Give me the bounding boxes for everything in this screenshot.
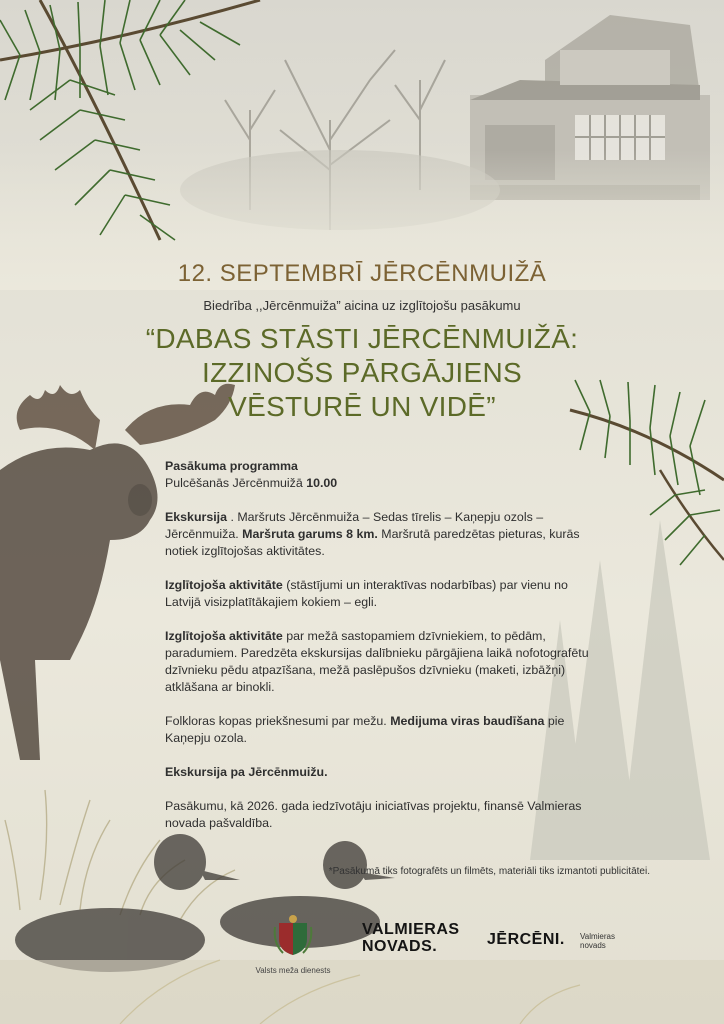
valmieras-line-1: VALMIERAS <box>362 921 460 938</box>
activity-spruce-paragraph <box>165 577 605 611</box>
folklore-text: Folkloras kopas priekšnesumi par mežu. <box>165 714 391 728</box>
excursion-rest: Maršrutā paredzētas pieturas, kurās notiek izglītojošas aktivitātes. <box>165 527 580 558</box>
gathering-text: Pulcēšanās Jērcēnmuižā <box>165 476 307 490</box>
valmieras-novads-logo <box>362 921 460 955</box>
activity-1-label: Izglītojoša aktivitāte <box>165 578 283 592</box>
jerceni-subtitle <box>580 932 615 950</box>
coat-of-arms-icon <box>271 913 315 957</box>
title-line-3: VĒSTURĒ UN VIDĒ” <box>228 391 496 422</box>
excursion-paragraph <box>165 509 605 560</box>
jerceni-sub-line-2: novads <box>580 941 606 950</box>
activity-1-text: (stāstījumi un interaktīvas nodarbības) par vienu no Latvijā visizplatītākajiem kokiem – egli. <box>165 578 568 609</box>
logo-row <box>0 905 724 985</box>
title-line-1: “DABAS STĀSTI JĒRCĒNMUIŽĀ: <box>145 323 579 354</box>
program-heading: Pasākuma programma <box>165 459 298 473</box>
folklore-bold: Medijuma viras baudīšana <box>390 714 545 728</box>
jerceni-logo: JĒRCĒNI. <box>487 931 565 948</box>
manor-excursion: Ekskursija pa Jērcēnmuižu. <box>165 765 328 779</box>
vmd-caption: Valsts meža dienests <box>255 966 331 975</box>
gathering-time: 10.00 <box>306 476 338 490</box>
valmieras-line-2: NOVADS. <box>362 938 438 955</box>
excursion-length: Maršruta garums 8 km. <box>242 527 378 541</box>
date-heading: 12. SEPTEMBRĪ JĒRCĒNMUIŽĀ <box>177 260 547 287</box>
program-heading-block <box>165 458 605 492</box>
publicity-note: *Pasākumā tiks fotografēts un filmēts, materiāli tiks izmantoti publicitātei. <box>328 866 650 877</box>
program-section <box>165 458 605 849</box>
excursion-route: . Maršruts Jērcēnmuiža – Sedas tīrelis – Kaņepju ozols – Jērcēnmuiža. <box>165 510 544 541</box>
activity-2-label: Izglītojoša aktivitāte <box>165 629 283 643</box>
event-title <box>0 322 724 424</box>
manor-excursion-paragraph <box>165 764 605 781</box>
title-line-2: IZZINOŠS PĀRGĀJIENS <box>202 357 522 388</box>
funding-paragraph: Pasākumu, kā 2026. gada iedzīvotāju iniciatīvas projektu, finansē Valmieras novada pašvaldība. <box>165 799 582 830</box>
folklore-rest: pie Kaņepju ozola. <box>165 714 565 745</box>
activity-animals-paragraph <box>165 628 605 696</box>
jerceni-sub-line-1: Valmieras <box>580 932 615 941</box>
invite-text: Biedrība ,,Jērcēnmuiža” aicina uz izglītojošu pasākumu <box>203 298 521 313</box>
excursion-label: Ekskursija <box>165 510 227 524</box>
activity-2-text: par mežā sastopamiem dzīvniekiem, to pēdām, paradumiem. Paredzēta ekskursijas dalībnieku pārgājiena laikā nofotografētu dzīvnieku pēdu atpazīšana, mežā paslēpušos dzīvnieku (maketi, izbāžņi) atklāšana ar binokli. <box>165 629 589 694</box>
vmd-logo <box>248 913 338 975</box>
folklore-paragraph <box>165 713 605 747</box>
